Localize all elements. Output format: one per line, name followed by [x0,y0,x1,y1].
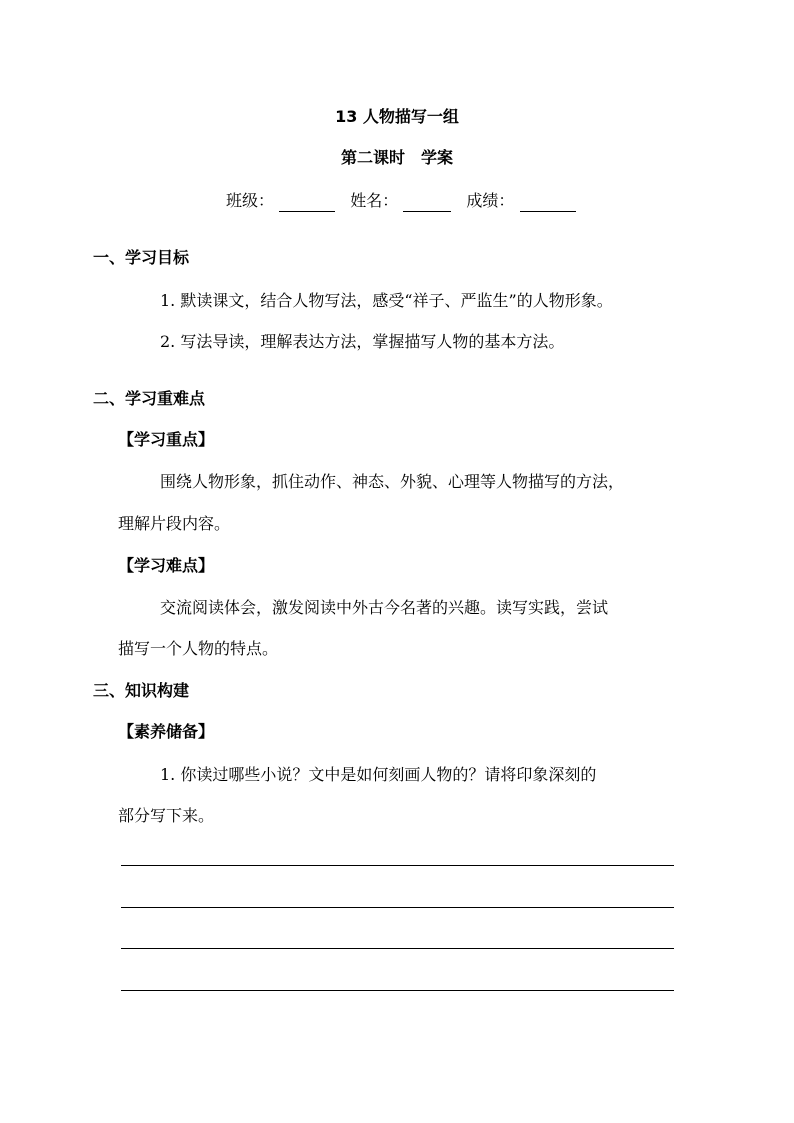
name-label: 姓名： [350,191,399,210]
class-blank[interactable] [279,195,335,212]
goal-item: 2. 写法导读，理解表达方法，掌握描写人物的基本方法。 [160,332,565,351]
section-heading-key-points: 二、学习重难点 [93,389,206,408]
difficulty-text: 交流阅读体会，激发阅读中外古今名著的兴趣。读写实践，尝试 [160,598,609,617]
goal-item: 1. 默读课文，结合人物写法，感受“祥子、严监生”的人物形象。 [160,291,613,310]
key-points-text: 围绕人物形象，抓住动作、神态、外貌、心理等人物描写的方法， [160,472,625,491]
question-1-cont: 部分写下来。 [118,806,215,825]
answer-line[interactable] [121,948,674,949]
section-heading-knowledge: 三、知识构建 [93,681,190,700]
preparation-label: 【素养储备】 [118,722,215,741]
question-1: 1. 你读过哪些小说？文中是如何刻画人物的？请将印象深刻的 [160,765,597,784]
section-heading-goals: 一、学习目标 [93,248,190,267]
answer-line[interactable] [121,907,674,908]
answer-line[interactable] [121,865,674,866]
score-blank[interactable] [520,195,576,212]
key-points-text-cont: 理解片段内容。 [118,514,231,533]
answer-line[interactable] [121,990,674,991]
difficulty-label: 【学习难点】 [118,556,215,575]
student-info-row [226,190,586,212]
document-title: 13 人物描写一组 [335,107,459,126]
class-label: 班级： [226,191,275,210]
score-label: 成绩： [466,191,515,210]
difficulty-text-cont: 描写一个人物的特点。 [118,639,279,658]
name-blank[interactable] [403,195,451,212]
key-points-label: 【学习重点】 [118,430,215,449]
document-subtitle: 第二课时 学案 [340,148,453,167]
